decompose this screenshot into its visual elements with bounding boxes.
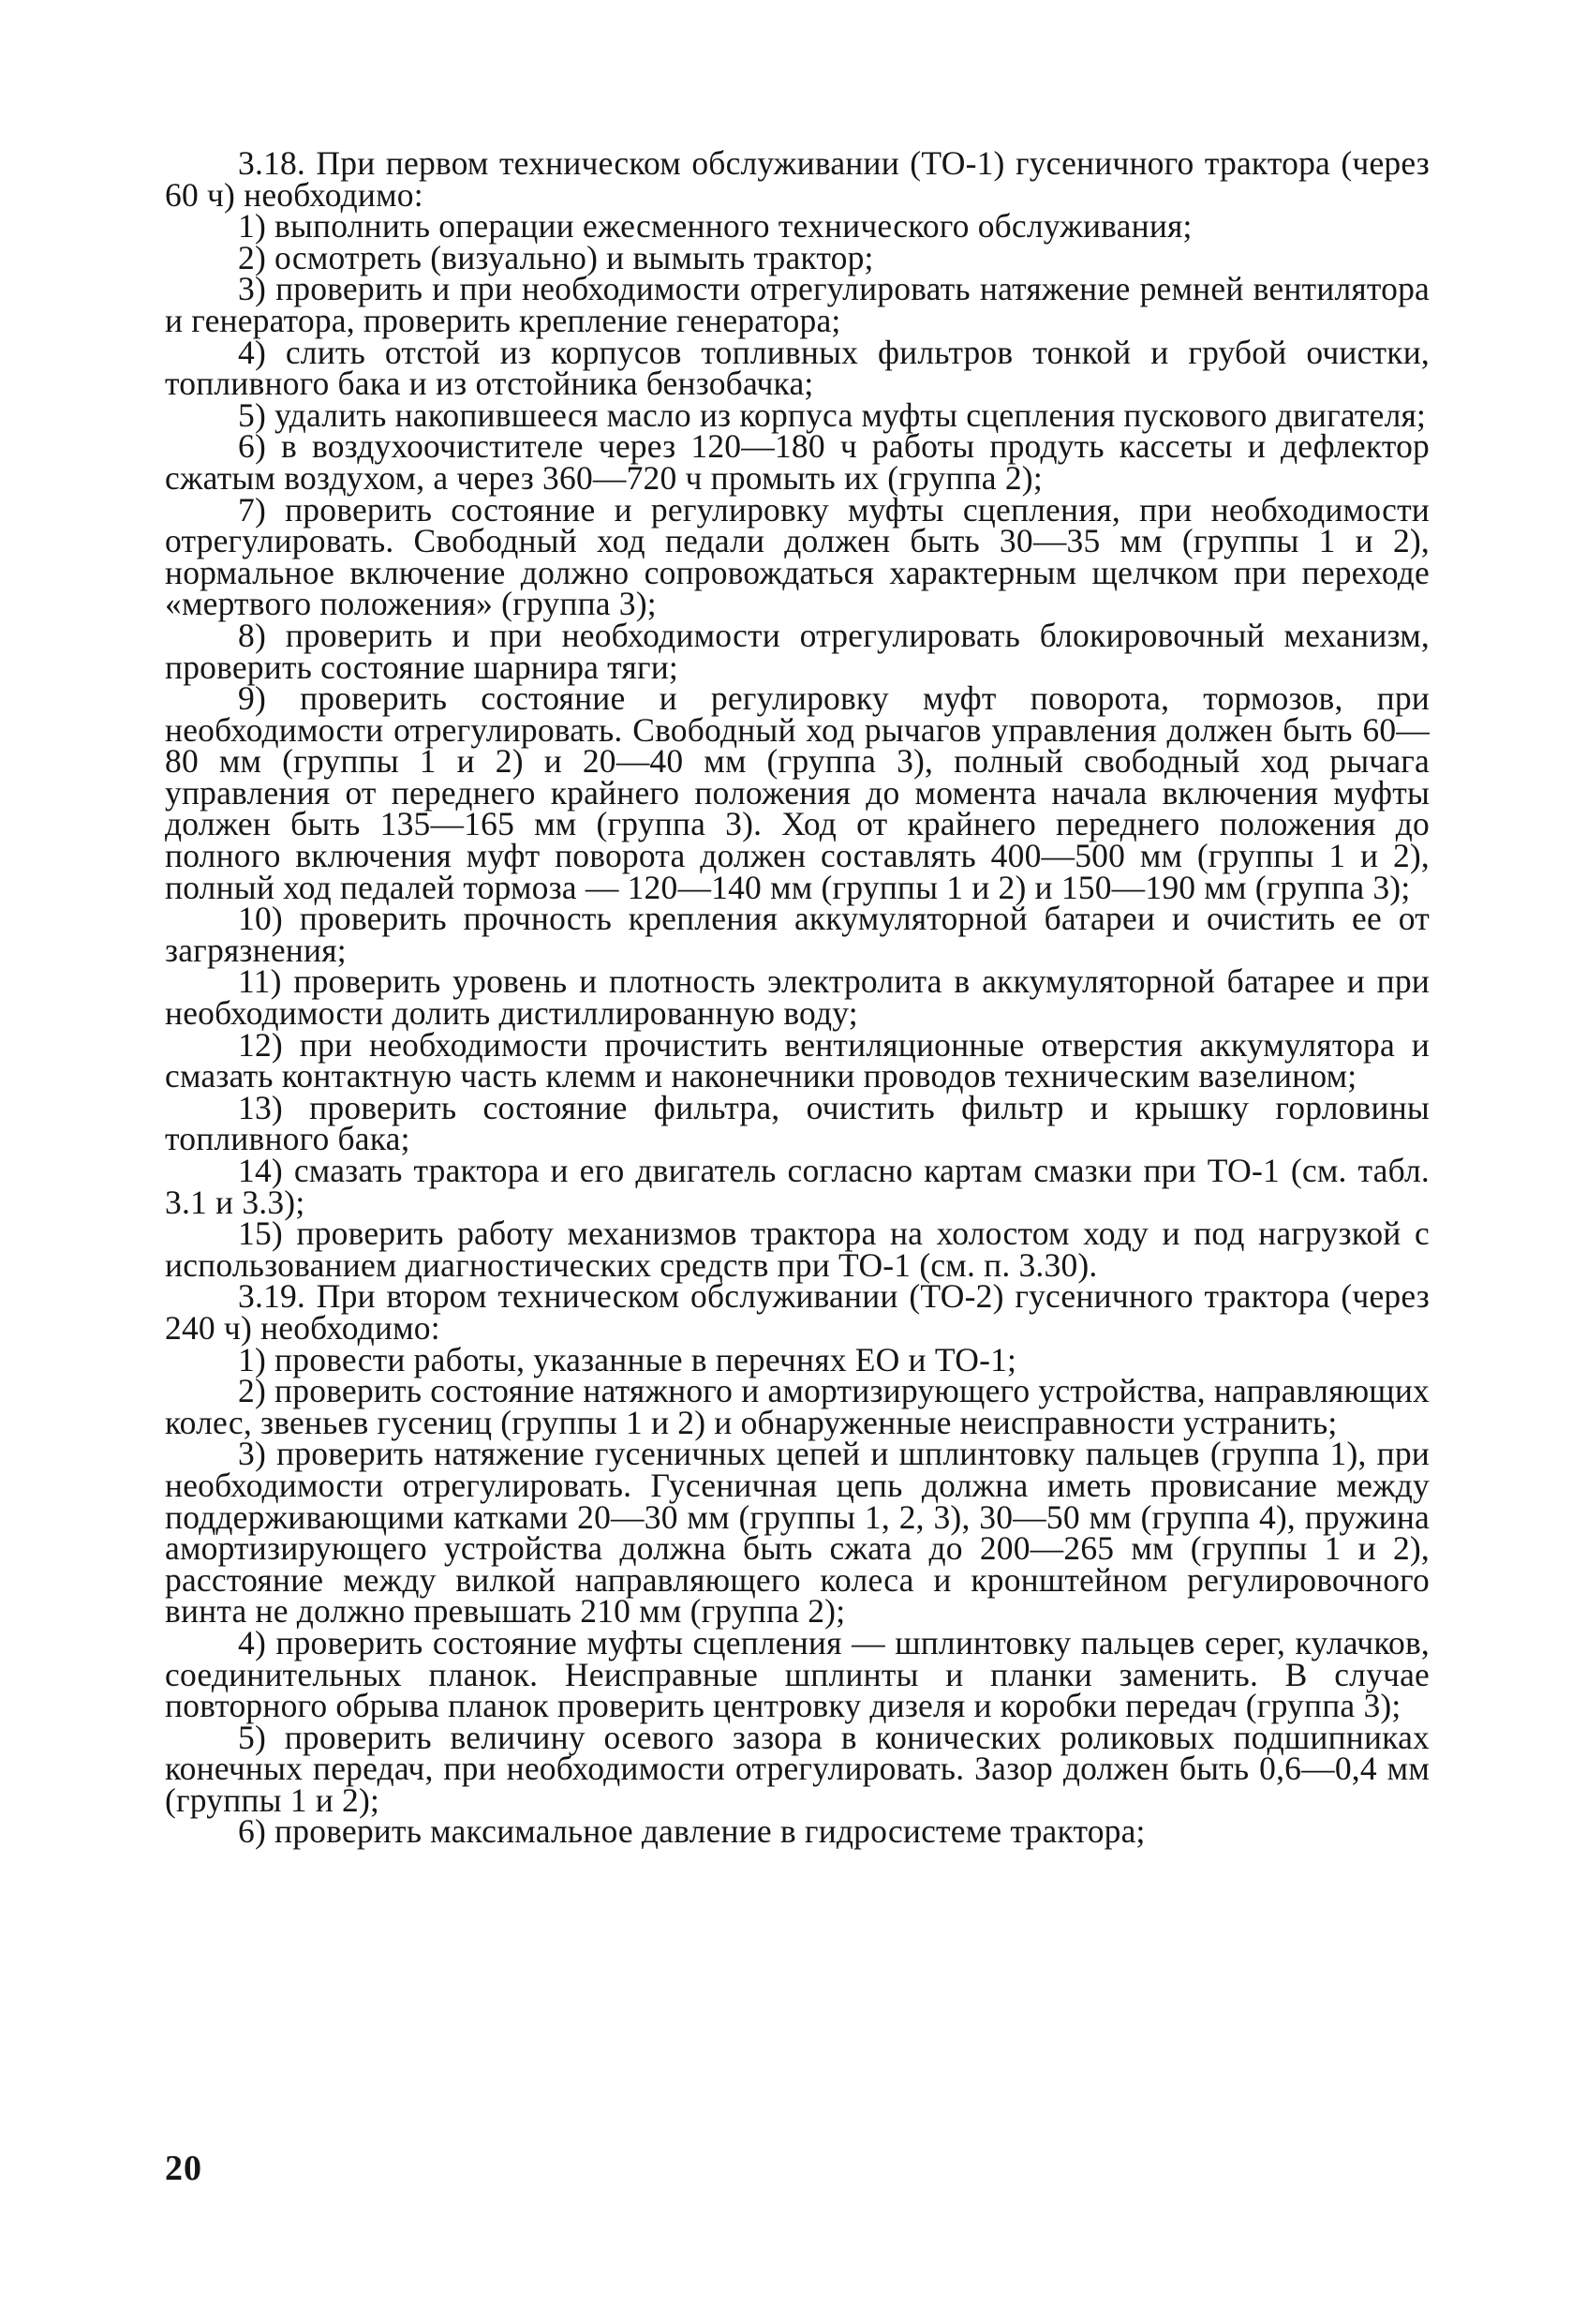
list-item: 15) проверить работу механизмов трактора на холостом ходу и под нагрузкой с использованием диагностических средств при ТО-1 (см. п. 3.30). — [165, 1214, 1430, 1284]
list-item: 9) проверить состояние и регулировку муфт поворота, тормозов, при необходимости отрегулировать. Свободный ход рычагов управления должен быть 60—80 мм (группы 1 и 2) и 20—40 мм (группа 3), полный свободный ход рычага управления от переднего крайнего положения до момента начала включения муфты должен быть 135—165 мм (группа 3). Ход от крайнего переднего положения до полного включения муфт поворота должен составлять 400—500 мм (группы 1 и 2), полный ход педалей тормоза — 120—140 мм (группы 1 и 2) и 150—190 мм (группа 3); — [165, 679, 1430, 906]
list-item: 10) проверить прочность крепления аккумуляторной батареи и очистить ее от загрязнения; — [165, 900, 1430, 969]
list-item: 5) удалить накопившееся масло из корпуса муфты сцепления пускового двигателя; — [238, 395, 1427, 434]
list-item: 14) смазать трактора и его двигатель согласно картам смазки при ТО-1 (см. табл. 3.1 и 3.3); — [165, 1152, 1430, 1221]
list-item: 3) проверить и при необходимости отрегулировать натяжение ремней вентилятора и генератора, проверить крепление генератора; — [165, 270, 1430, 339]
list-item: 3) проверить натяжение гусеничных цепей и шплинтовку пальцев (группа 1), при необходимости отрегулировать. Гусеничная цепь должна иметь провисание между поддерживающими катками 20—30 мм (группы 1, 2, 3), 30—50 мм (группа 4), пружина амортизирующего устройства должна быть сжата до 200—265 мм (группы 1 и 2), расстояние между вилкой направляющего колеса и кронштейном регулировочного винта не должно превышать 210 мм (группа 2); — [165, 1435, 1430, 1631]
list-item: 4) слить отстой из корпусов топливных фильтров тонкой и грубой очистки, топливного бака и из отстойника бензобачка; — [165, 333, 1430, 403]
list-item: 7) проверить состояние и регулировку муфты сцепления, при необходимости отрегулировать. Свободный ход педали должен быть 30—35 мм (группы 1 и 2), нормальное включение должно сопровождаться характерным щелчком при переходе «мертвого положения» (группа 3); — [165, 490, 1430, 623]
list-item: 8) проверить и при необходимости отрегулировать блокировочный механизм, проверить состояние шарнира тяги; — [165, 616, 1430, 686]
page-number: 20 — [165, 2149, 202, 2188]
list-item: 1) выполнить операции ежесменного технического обслуживания; — [238, 207, 1193, 246]
list-item: 12) при необходимости прочистить вентиляционные отверстия аккумулятора и смазать контактную часть клемм и наконечники проводов техническим вазелином; — [165, 1025, 1430, 1095]
list-item: 6) проверить максимальное давление в гидросистеме трактора; — [238, 1812, 1146, 1851]
list-item: 11) проверить уровень и плотность электролита в аккумуляторной батарее и при необходимости долить дистиллированную воду; — [165, 962, 1430, 1033]
list-item: 13) проверить состояние фильтра, очистить фильтр и крышку горловины топливного бака; — [165, 1088, 1430, 1158]
list-item: 2) осмотреть (визуально) и вымыть трактор; — [238, 238, 874, 276]
list-item: 6) в воздухоочистителе через 120—180 ч работы продуть кассеты и дефлектор сжатым воздухом, а через 360—720 ч промыть их (группа 2); — [165, 427, 1430, 497]
section-3-18-intro: 3.18. При первом техническом обслуживании (ТО-1) гусеничного трактора (через 60 ч) необходимо: — [165, 144, 1430, 214]
list-item: 4) проверить состояние муфты сцепления — шплинтовку пальцев серег, кулачков, соединительных планок. Неисправные шплинты и планки заменить. В случае повторного обрыва планок проверить центровку дизеля и коробки передач (группа 3); — [165, 1623, 1430, 1725]
body-text — [165, 144, 1430, 1851]
section-3-19-intro: 3.19. При втором техническом обслуживании (ТО-2) гусеничного трактора (через 240 ч) необходимо: — [165, 1277, 1430, 1347]
list-item: 1) провести работы, указанные в перечнях ЕО и ТО-1; — [238, 1340, 1017, 1378]
list-item: 2) проверить состояние натяжного и амортизирующего устройства, направляющих колес, звеньев гусениц (группы 1 и 2) и обнаруженные неисправности устранить; — [165, 1372, 1430, 1441]
list-item: 5) проверить величину осевого зазора в конических роликовых подшипниках конечных передач, при необходимости отрегулировать. Зазор должен быть 0,6—0,4 мм (группы 1 и 2); — [165, 1718, 1430, 1819]
